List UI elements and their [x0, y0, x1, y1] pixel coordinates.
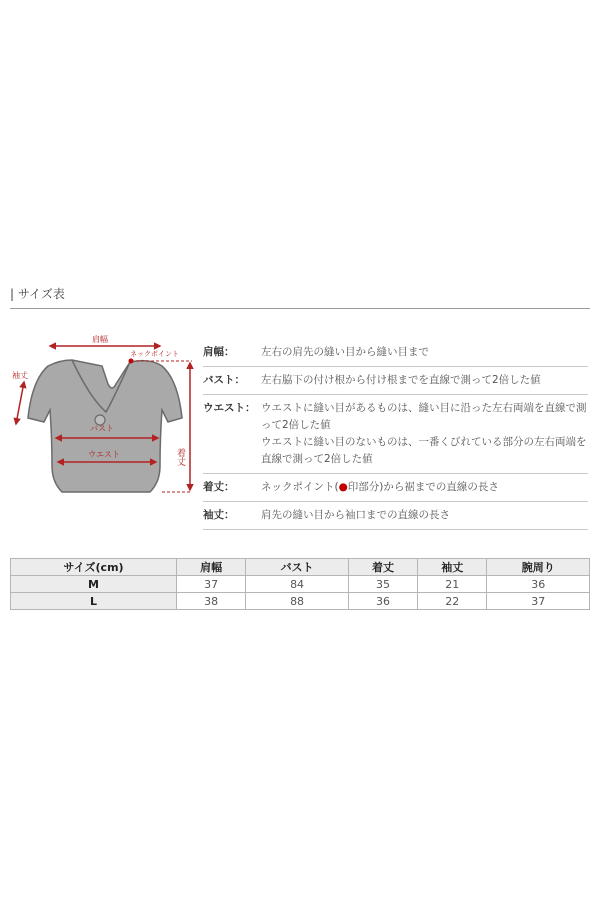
section-title: | サイズ表: [10, 287, 65, 301]
garment-diagram: [10, 328, 200, 498]
divider: [203, 473, 588, 474]
column-header: 袖丈: [418, 559, 487, 576]
definition-row: [203, 398, 588, 470]
table-cell: 88: [246, 593, 348, 610]
divider: [203, 394, 588, 395]
definition-term: バスト：: [203, 374, 245, 386]
definition-desc: 左右脇下の付け根から付け根までを直線で測って2倍した値: [261, 374, 541, 386]
red-dot-icon: ●: [338, 481, 348, 493]
definition-row: [203, 370, 588, 391]
sleeve-arrow: [16, 382, 24, 424]
definition-term: 着丈：: [203, 481, 235, 493]
bust-label: バスト: [90, 424, 114, 433]
table-cell: 84: [246, 576, 348, 593]
table-cell: 21: [418, 576, 487, 593]
definition-row: [203, 477, 588, 498]
definition-desc: [261, 400, 588, 468]
table-row: [11, 593, 590, 610]
definition-desc-pre: ネックポイント(: [261, 481, 339, 493]
definition-term: 肩幅：: [203, 346, 235, 358]
column-header: バスト: [246, 559, 348, 576]
table-cell: 38: [177, 593, 246, 610]
size-table: [10, 558, 590, 610]
column-header: サイズ(cm): [11, 559, 177, 576]
definition-desc-line1: ウエストに縫い目があるものは、縫い目に沿った左右両端を直線で測って2倍した値: [261, 402, 587, 431]
row-header: M: [11, 576, 177, 593]
neckpoint-label: ネックポイント: [130, 350, 179, 358]
table-cell: 37: [487, 593, 590, 610]
shoulder-label: 肩幅: [92, 335, 108, 344]
measurement-definitions: [203, 342, 588, 533]
table-cell: 22: [418, 593, 487, 610]
column-header: 腕周り: [487, 559, 590, 576]
table-cell: 35: [348, 576, 417, 593]
divider: [203, 366, 588, 367]
table-cell: 36: [348, 593, 417, 610]
title-divider: [10, 308, 590, 309]
garment-diagram-svg: [10, 328, 200, 498]
definition-term: 袖丈：: [203, 509, 235, 521]
divider: [203, 501, 588, 502]
definition-desc: 肩先の縫い目から袖口までの直線の長さ: [261, 509, 450, 521]
definition-desc: [261, 479, 588, 496]
table-header-row: [11, 559, 590, 576]
column-header: 肩幅: [177, 559, 246, 576]
waist-label: ウエスト: [88, 450, 120, 459]
divider: [203, 529, 588, 530]
definition-row: [203, 505, 588, 526]
definition-desc-post: 印部分)から裾までの直線の長さ: [347, 481, 499, 493]
table-row: [11, 576, 590, 593]
length-label: 着丈: [175, 448, 185, 466]
table-cell: 37: [177, 576, 246, 593]
column-header: 着丈: [348, 559, 417, 576]
definition-desc-line2: ウエストに縫い目のないものは、一番くびれている部分の左右両端を直線で測って2倍した値: [261, 436, 587, 465]
definition-term: ウエスト：: [203, 402, 256, 414]
table-cell: 36: [487, 576, 590, 593]
row-header: L: [11, 593, 177, 610]
sleeve-label: 袖丈: [12, 371, 28, 380]
definition-desc: 左右の肩先の縫い目から縫い目まで: [261, 346, 429, 358]
definition-row: [203, 342, 588, 363]
